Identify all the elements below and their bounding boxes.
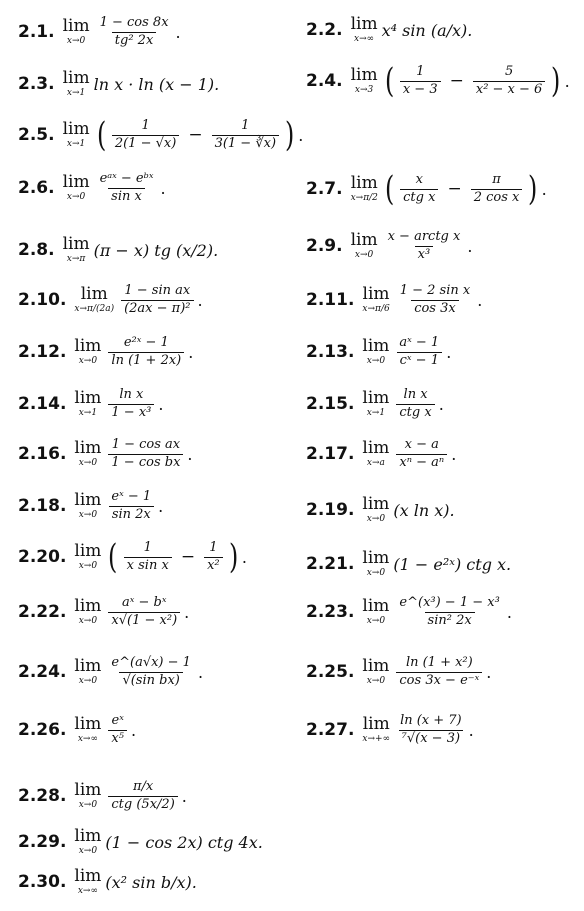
limit-operator: lim x→∞ xyxy=(350,14,378,44)
fraction: $\frac{\text{aˣ − bˣ}}{\text{x√(1 − x²)}}$ xyxy=(108,596,180,629)
fraction: $\frac{1}{\text{x sin x}}$ xyxy=(124,541,172,574)
problem-2-12: 2.12. lim x→0 $\frac{\text{e²ˣ − 1}}{\ln (1 + 2x)}$ . xyxy=(18,335,194,368)
limit-operator: lim x→0 xyxy=(74,490,102,521)
left-paren: ( xyxy=(96,115,106,155)
expression: (1 − cos 2x) ctg 4x. xyxy=(105,832,263,852)
fraction: $\frac{\pi/x}{\text{ctg (5x/2)}}$ xyxy=(108,780,177,813)
problem-number: 2.10. xyxy=(18,290,67,311)
limit-operator: lim x→0 xyxy=(74,780,102,811)
limit-operator: lim x→1 xyxy=(62,68,90,98)
limit-operator: lim x→0 xyxy=(350,230,378,261)
problem-number: 2.23. xyxy=(306,602,355,623)
expression: x⁴ sin (a/x). xyxy=(381,20,473,40)
fraction: $\frac{\text{aˣ − 1}}{\text{cˣ − 1}}$ xyxy=(396,336,442,369)
problem-number: 2.28. xyxy=(18,786,67,807)
fraction: $\frac{\text{ln (1 + x²)}}{\text{cos 3x − e⁻ˣ}}$ xyxy=(396,656,482,689)
limit-operator: lim x→0 xyxy=(74,656,102,687)
limit-operator: lim x→π xyxy=(62,234,90,264)
right-paren: ) xyxy=(551,61,561,101)
right-paren: ) xyxy=(285,115,295,155)
fraction: $\frac{1}{2(1 - √x)}$ xyxy=(112,119,179,152)
fraction: $\frac{\text{x − arctg x}}{\text{x³}}$ xyxy=(387,229,461,262)
left-paren: ( xyxy=(108,537,118,577)
expression: (1 − e²ˣ) ctg x. xyxy=(393,554,512,574)
left-paren: ( xyxy=(384,61,394,101)
problem-number: 2.18. xyxy=(18,496,67,517)
problem-number: 2.16. xyxy=(18,444,67,465)
problem-2-19 xyxy=(306,496,455,524)
problem-2-25: 2.25. lim x→0 $\frac{\text{ln (1 + x²)}}{\text{cos 3x − e⁻ˣ}}$ . xyxy=(306,655,492,688)
fraction: $\frac{x - a}{\text{xⁿ − aⁿ}}$ xyxy=(396,438,447,471)
problem-2-9: 2.9. lim x→0 $\frac{\text{x − arctg x}}{\text{x³}}$ . xyxy=(306,229,473,262)
limit-operator: lim x→1 xyxy=(74,388,102,419)
problem-2-2 xyxy=(306,16,472,44)
problem-number: 2.14. xyxy=(18,394,67,415)
problem-number: 2.20. xyxy=(18,547,67,567)
problem-number: 2.22. xyxy=(18,602,67,623)
problem-2-26: 2.26. lim x→∞ $\frac{\text{eˣ}}{\text{x⁵}}$ . xyxy=(18,713,137,746)
problem-number: 2.7. xyxy=(306,179,343,199)
problem-number: 2.11. xyxy=(306,290,355,311)
problem-2-20: 2.20. lim x→0 ( $\frac{1}{\text{x sin x}}$ − $\frac{1}{\text{x²}}$ ) . xyxy=(18,537,247,577)
expression: (π − x) tg (x/2). xyxy=(93,240,219,260)
problem-number: 2.9. xyxy=(306,236,343,257)
right-paren: ) xyxy=(528,169,538,209)
limit-operator: lim x→0 xyxy=(74,826,102,856)
limit-operator: lim x→0 xyxy=(362,656,390,687)
problem-number: 2.2. xyxy=(306,20,343,40)
limit-operator: lim x→0 xyxy=(74,336,102,367)
problem-2-16: 2.16. lim x→0 $\frac{\text{1 − cos ax}}{\text{1 − cos bx}}$ . xyxy=(18,437,193,470)
limit-operator: lim x→0 xyxy=(62,16,90,47)
minus-sign: − xyxy=(449,71,464,91)
limit-operator: lim x→π/(2a) xyxy=(74,284,115,315)
problem-number: 2.4. xyxy=(306,71,343,91)
limit-operator: lim x→0 xyxy=(62,172,90,203)
limit-operator: lim x→0 xyxy=(74,541,102,571)
problem-2-14: 2.14. lim x→1 $\frac{\text{ln x}}{\text{1 − x³}}$ . xyxy=(18,387,164,420)
limit-operator: lim x→0 xyxy=(74,438,102,469)
problem-2-27: 2.27. lim x→+∞ $\frac{\ln (x + 7)}{\text{⁷√(x − 3)}}$ . xyxy=(306,713,474,746)
limit-operator: lim x→0 xyxy=(362,596,390,627)
problem-number: 2.26. xyxy=(18,720,67,741)
fraction: $\frac{1}{3(1 - ∛x)}$ xyxy=(212,119,279,152)
limit-operator: lim x→+∞ xyxy=(362,714,391,745)
fraction: $\frac{x}{\text{ctg x}}$ xyxy=(400,173,438,206)
problem-number: 2.27. xyxy=(306,720,355,741)
limit-operator: lim x→0 xyxy=(362,548,390,578)
problem-number: 2.24. xyxy=(18,662,67,683)
problem-2-17: 2.17. lim x→a $\frac{x - a}{\text{xⁿ − aⁿ}}$ . xyxy=(306,437,457,470)
fraction: $\frac{\pi}{\text{2 cos x}}$ xyxy=(471,173,523,206)
expression: (x ln x). xyxy=(393,500,455,520)
expression: (x² sin b/x). xyxy=(105,872,197,892)
problem-2-21 xyxy=(306,550,511,578)
problem-number: 2.13. xyxy=(306,342,355,363)
minus-sign: − xyxy=(447,179,462,199)
limit-operator: lim x→∞ xyxy=(74,866,102,896)
problem-number: 2.8. xyxy=(18,240,55,260)
limit-operator: lim x→0 xyxy=(74,596,102,627)
problem-2-7: 2.7. lim x→π/2 ( $\frac{x}{\text{ctg x}}$ − $\frac{\pi}{\text{2 cos x}}$ ) . xyxy=(306,169,547,209)
problem-2-10: 2.10. lim x→π/(2a) $\frac{\text{1 − sin ax}}{\text{(2ax − π)²}}$ . xyxy=(18,283,203,316)
problem-2-30 xyxy=(18,868,197,896)
problem-2-6: 2.6. lim x→0 $\frac{\text{eᵃˣ − eᵇˣ}}{\text{sin x}}$ . xyxy=(18,171,166,204)
problem-2-8 xyxy=(18,236,218,264)
limit-operator: lim x→1 xyxy=(62,119,90,149)
expression: ln x · ln (x − 1). xyxy=(93,74,220,94)
problem-number: 2.1. xyxy=(18,22,55,43)
problem-2-5: 2.5. lim x→1 ( $\frac{1}{2(1 - √x)}$ − $\frac{1}{3(1 - ∛x)}$ ) . xyxy=(18,115,304,155)
problem-2-28: 2.28. lim x→0 $\frac{\pi/x}{\text{ctg (5x/2)}}$ . xyxy=(18,779,187,812)
problem-2-4: 2.4. lim x→3 ( $\frac{1}{x - 3}$ − $\frac{5}{\text{x² − x − 6}}$ ) . xyxy=(306,61,570,101)
fraction: $\frac{e\^{}(a√x) - 1}{\text{√(sin bx)}}$ xyxy=(111,655,191,688)
problem-2-11: 2.11. lim x→π/6 $\frac{\text{1 − 2 sin x}}{\cos 3x}$ . xyxy=(306,283,483,316)
limit-operator: lim x→0 xyxy=(362,494,390,524)
problem-number: 2.3. xyxy=(18,74,55,94)
problem-2-22: 2.22. lim x→0 $\frac{\text{aˣ − bˣ}}{\text{x√(1 − x²)}}$ . xyxy=(18,595,190,628)
problem-2-23: 2.23. lim x→0 $\frac{\text{e\textasciicircum{}(x³) − 1 − x³}}{\text{sin² 2x}}$ . xyxy=(306,595,512,628)
fraction: $\frac{1}{\text{x²}}$ xyxy=(204,541,223,574)
fraction: $\frac{\text{e\textasciicircum{}(x³) − 1 − x³}}{\text{sin² 2x}}$ xyxy=(399,595,500,628)
problem-number: 2.17. xyxy=(306,444,355,465)
problem-number: 2.5. xyxy=(18,125,55,145)
limit-operator: lim x→0 xyxy=(362,336,390,367)
fraction: $\frac{\ln (x + 7)}{\text{⁷√(x − 3)}}$ xyxy=(400,713,462,746)
limit-operator: lim x→3 xyxy=(350,65,378,95)
left-paren: ( xyxy=(384,169,395,209)
problem-number: 2.29. xyxy=(18,832,67,852)
fraction: $\frac{\text{1 − cos ax}}{\text{1 − cos bx}}$ xyxy=(108,438,183,471)
problem-number: 2.15. xyxy=(306,394,355,415)
problem-2-18: 2.18. lim x→0 $\frac{\text{eˣ − 1}}{\sin 2x}$ . xyxy=(18,489,164,522)
fraction: $\frac{\text{e²ˣ − 1}}{\ln (1 + 2x)}$ xyxy=(108,336,184,369)
fraction: $\frac{\text{eᵃˣ − eᵇˣ}}{\text{sin x}}$ xyxy=(99,171,154,204)
problem-2-13: 2.13. lim x→0 $\frac{\text{aˣ − 1}}{\text{cˣ − 1}}$ . xyxy=(306,335,452,368)
problem-2-29 xyxy=(18,828,263,856)
problem-2-3 xyxy=(18,70,219,98)
problem-2-1: 2.1. lim x→0 $\frac{1 - \cos 8x}{\text{tg² 2x}}$ . xyxy=(18,15,181,48)
fraction: $\frac{\text{eˣ}}{\text{x⁵}}$ xyxy=(108,714,127,747)
problem-number: 2.25. xyxy=(306,662,355,683)
fraction: $\frac{\text{eˣ − 1}}{\sin 2x}$ xyxy=(108,490,154,523)
problem-2-24: 2.24. lim x→0 $\frac{e\^{}(a√x) - 1}{\text{√(sin bx)}}$ . xyxy=(18,655,204,688)
problem-number: 2.21. xyxy=(306,554,355,574)
fraction: $\frac{\text{1 − 2 sin x}}{\cos 3x}$ xyxy=(399,283,471,316)
limit-operator: lim x→∞ xyxy=(74,714,102,745)
problem-number: 2.30. xyxy=(18,872,67,892)
minus-sign: − xyxy=(180,547,196,567)
fraction: $\frac{\text{1 − sin ax}}{\text{(2ax − π)²}}$ xyxy=(121,284,193,317)
fraction: $\frac{\text{ln x}}{\text{ctg x}}$ xyxy=(396,388,434,421)
limit-operator: lim x→1 xyxy=(362,388,390,419)
fraction: $\frac{1 - \cos 8x}{\text{tg² 2x}}$ xyxy=(99,15,169,48)
limit-operator: lim x→π/6 xyxy=(362,284,390,315)
problem-number: 2.12. xyxy=(18,342,67,363)
problem-number: 2.19. xyxy=(306,500,355,520)
fraction: $\frac{5}{\text{x² − x − 6}}$ xyxy=(473,65,545,98)
problem-number: 2.6. xyxy=(18,178,55,199)
right-paren: ) xyxy=(228,537,238,577)
minus-sign: − xyxy=(188,125,203,145)
limit-operator: lim x→a xyxy=(362,438,390,469)
problem-2-15: 2.15. lim x→1 $\frac{\text{ln x}}{\text{ctg x}}$ . xyxy=(306,387,444,420)
fraction: $\frac{\text{ln x}}{\text{1 − x³}}$ xyxy=(108,388,154,421)
limit-operator: lim x→π/2 xyxy=(350,173,378,203)
fraction: $\frac{1}{x - 3}$ xyxy=(400,65,441,98)
